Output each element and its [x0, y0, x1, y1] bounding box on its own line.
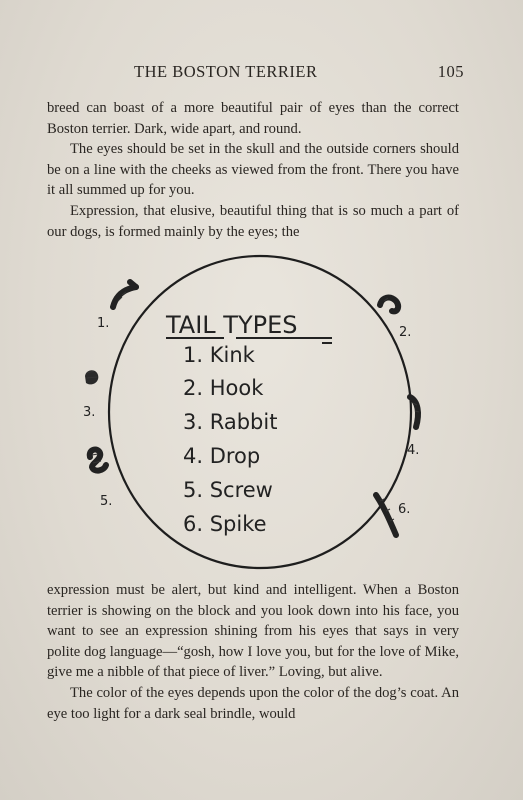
tail-type-item: 4. Drop [183, 444, 261, 468]
page-number: 105 [437, 62, 464, 81]
kink-tail-drawing [113, 282, 136, 307]
tail-marker: 2. [399, 325, 412, 340]
tail-type-item: 5. Screw [183, 478, 273, 502]
running-head-title: THE BOSTON TERRIER [134, 62, 318, 81]
tail-type-item: 1. Kink [183, 343, 255, 367]
paragraph: The color of the eyes depends upon the color of the dog’s coat. An eye too light for a dark seal brindle, would [47, 684, 459, 722]
screw-tail-drawing [90, 450, 106, 471]
rabbit-tail-drawing [85, 370, 98, 384]
tail-marker: 3. [83, 405, 96, 420]
tail-type-item: 2. Hook [183, 376, 264, 400]
tail-type-item: 6. Spike [183, 512, 267, 536]
paragraph: The eyes should be set in the skull and the outside corners should be on a line with the cheeks as viewed from the front. There you have it all summed up for you. [47, 141, 459, 199]
tail-marker: 1. [97, 316, 110, 331]
paragraph: expression must be alert, but kind and intelligent. When a Boston terrier is showing on the block and you look down into his face, you want to see an expression shining from his eyes that says in very polite dog language—“gosh, how I love you, but for the love of Mike, give me a nibble of that piece of liver.” Loving, but alive. [47, 582, 459, 681]
tail-type-item: 3. Rabbit [183, 410, 278, 434]
body-text-bottom [47, 580, 459, 724]
tail-marker: 6. [398, 502, 411, 517]
paragraph: breed can boast of a more beautiful pair of eyes than the correct Boston terrier. Dark, wide apart, and round. [47, 100, 459, 137]
tail-types-figure [70, 245, 450, 575]
figure-heading: TAIL TYPES [166, 311, 298, 339]
spike-tail-drawing [376, 495, 396, 535]
paragraph: Expression, that elusive, beautiful thing that is so much a part of our dogs, is formed mainly by the eyes; the [47, 202, 459, 240]
tail-marker: 5. [100, 494, 113, 509]
hook-tail-drawing [380, 298, 398, 312]
body-text-top [47, 98, 459, 242]
tail-marker: 4. [407, 443, 420, 458]
